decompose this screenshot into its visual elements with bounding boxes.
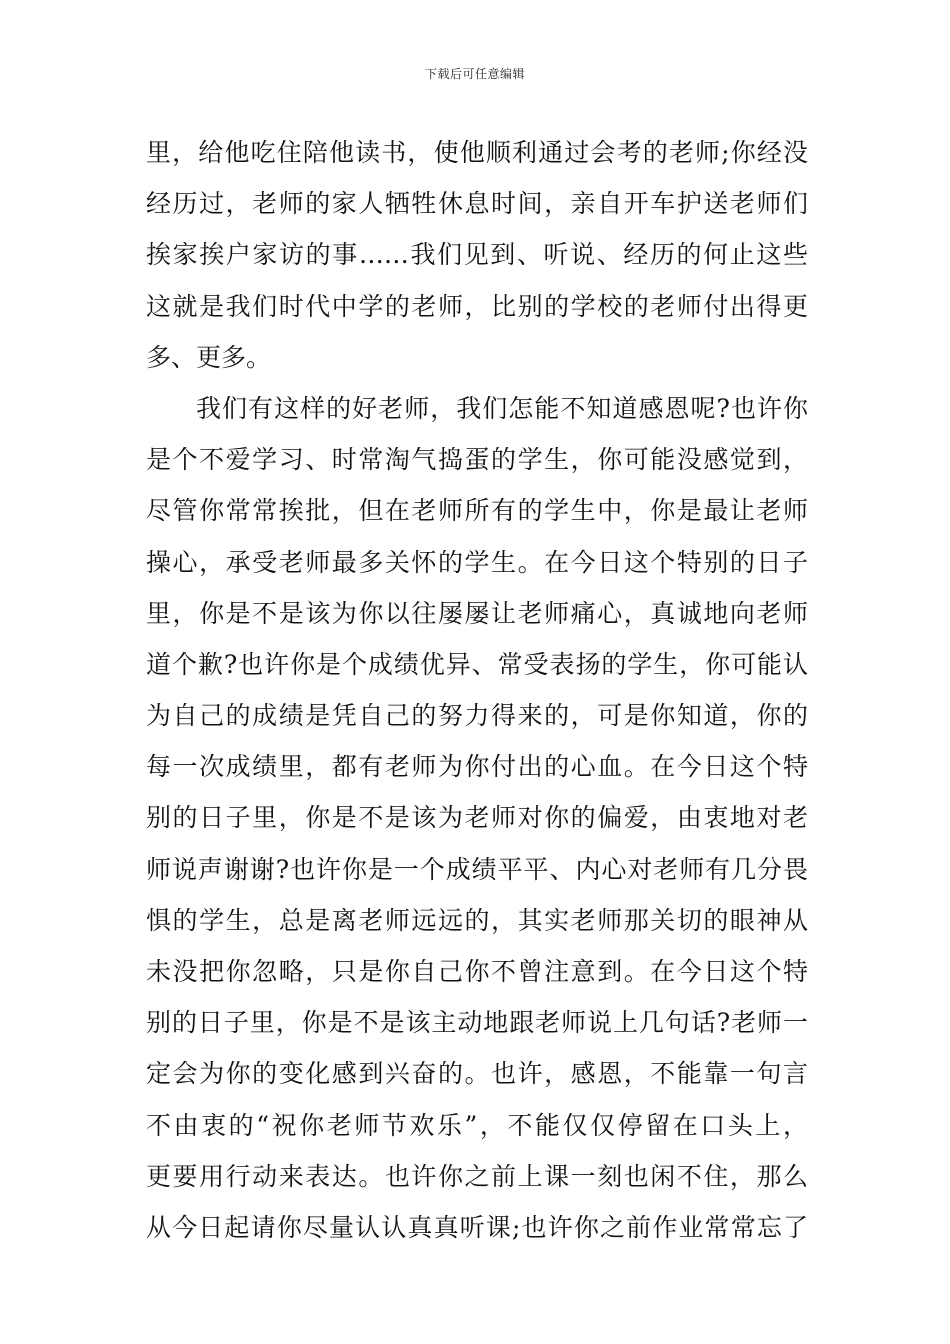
text-line: 是个不爱学习、时常淘气捣蛋的学生，你可能没感觉到，: [146, 445, 808, 475]
text-line: 多、更多。: [146, 342, 272, 372]
text-line: 经历过，老师的家人牺牲休息时间，亲自开车护送老师们: [146, 189, 808, 219]
page-header: 下载后可任意编辑: [424, 67, 525, 81]
text-line: 更要用行动来表达。也许你之前上课一刻也闲不住，那么: [146, 1161, 808, 1191]
paragraph: [146, 127, 808, 383]
text-line: 道个歉?也许你是个成绩优异、常受表扬的学生，你可能认: [146, 649, 808, 679]
body-text: [146, 127, 808, 1253]
text-line: 定会为你的变化感到兴奋的。也许，感恩，不能靠一句言: [146, 1059, 808, 1089]
text-line: 挨家挨户家访的事……我们见到、听说、经历的何止这些: [146, 240, 808, 270]
paragraph: [146, 383, 808, 1253]
text-line: 不由衷的“祝你老师节欢乐”，不能仅仅停留在口头上，: [146, 1110, 808, 1140]
text-line: 里，你是不是该为你以往屡屡让老师痛心，真诚地向老师: [146, 598, 808, 628]
text-line: 未没把你忽略，只是你自己你不曾注意到。在今日这个特: [146, 957, 808, 986]
text-line: 尽管你常常挨批，但在老师所有的学生中，你是最让老师: [146, 496, 808, 526]
text-line: 里，给他吃住陪他读书，使他顺利通过会考的老师;你经没: [146, 138, 808, 167]
text-line: 操心，承受老师最多关怀的学生。在今日这个特别的日子: [146, 547, 808, 577]
text-line: 师说声谢谢?也许你是一个成绩平平、内心对老师有几分畏: [146, 854, 808, 884]
text-line: 别的日子里，你是不是该主动地跟老师说上几句话?老师一: [146, 1008, 808, 1038]
text-line: 惧的学生，总是离老师远远的，其实老师那关切的眼神从: [146, 905, 808, 935]
text-line: 这就是我们时代中学的老师，比别的学校的老师付出得更: [146, 291, 808, 321]
text-line: 为自己的成绩是凭自己的努力得来的，可是你知道，你的: [146, 701, 808, 731]
text-line: 我们有这样的好老师，我们怎能不知道感恩呢?也许你: [196, 393, 808, 423]
text-line: 从今日起请你尽量认认真真听课;也许你之前作业常常忘了: [146, 1212, 808, 1242]
text-line: 每一次成绩里，都有老师为你付出的心血。在今日这个特: [146, 752, 808, 782]
text-line: 别的日子里，你是不是该为老师对你的偏爱，由衷地对老: [146, 803, 808, 833]
